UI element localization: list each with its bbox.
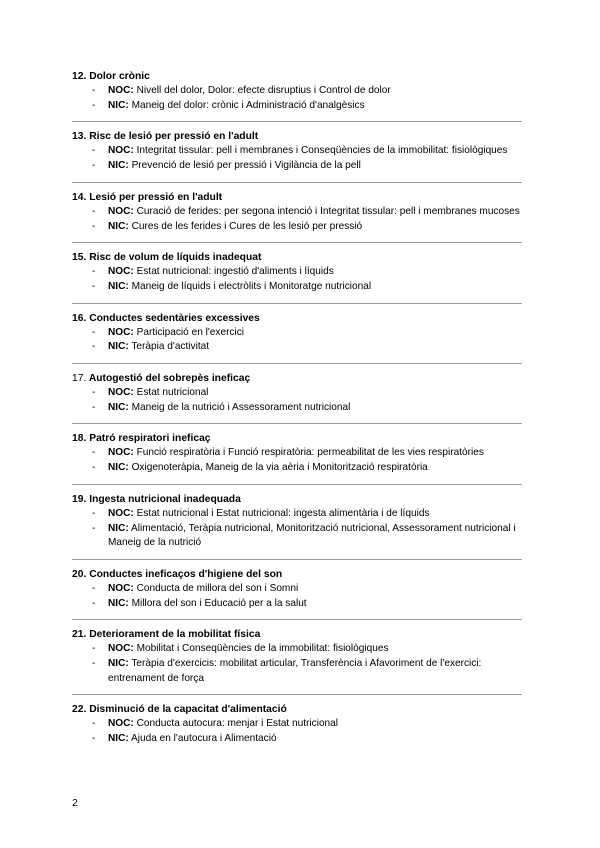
nic-item bbox=[72, 220, 522, 235]
list-dash: - bbox=[92, 220, 96, 232]
list-dash: - bbox=[92, 643, 96, 655]
nic-text: Maneig de la nutrició i Assessorament nutricional bbox=[131, 401, 351, 413]
noc-text: Integritat tissular: pell i membranes i Conseqüències de la immobilitat: fisiològiques bbox=[136, 145, 508, 157]
nic-label: NIC: bbox=[108, 280, 129, 292]
nic-text: Maneig de líquids i electròlits i Monitoratge nutricional bbox=[131, 280, 372, 292]
section-heading bbox=[72, 372, 522, 386]
nic-label: NIC: bbox=[108, 220, 129, 232]
section-divider bbox=[72, 619, 522, 620]
diagnosis-section bbox=[72, 432, 522, 475]
document-body bbox=[72, 70, 522, 747]
list-dash: - bbox=[92, 522, 96, 534]
nic-item bbox=[72, 99, 522, 114]
nic-label: NIC: bbox=[108, 462, 129, 474]
list-dash: - bbox=[92, 160, 96, 172]
noc-label: NOC: bbox=[108, 643, 134, 655]
section-divider bbox=[72, 182, 522, 183]
diagnosis-section bbox=[72, 130, 522, 173]
list-dash: - bbox=[92, 401, 96, 413]
noc-item bbox=[72, 205, 522, 220]
noc-label: NOC: bbox=[108, 387, 134, 399]
section-title: Dolor crònic bbox=[89, 71, 150, 82]
noc-text: Curació de ferides: per segona intenció i Integritat tissular: pell i membranes mucoses bbox=[136, 205, 520, 217]
section-heading bbox=[72, 493, 522, 507]
noc-text: Conducta autocura: menjar i Estat nutricional bbox=[136, 718, 339, 730]
nic-text: Ajuda en l'autocura i Alimentació bbox=[131, 733, 277, 745]
noc-label: NOC: bbox=[108, 266, 134, 278]
nic-text: Millora del son i Educació per a la salut bbox=[131, 597, 307, 609]
section-title: Ingesta nutricional inadequada bbox=[89, 493, 241, 505]
noc-text: Estat nutricional i Estat nutricional: ingesta alimentària i de líquids bbox=[136, 507, 430, 519]
section-heading bbox=[72, 70, 522, 84]
diagnosis-section bbox=[72, 493, 522, 551]
nic-label: NIC: bbox=[108, 401, 129, 413]
diagnosis-section bbox=[72, 191, 522, 234]
section-number: 12. bbox=[72, 71, 87, 82]
intervention-list bbox=[72, 507, 522, 551]
section-divider bbox=[72, 303, 522, 304]
section-title: Deteriorament de la mobilitat física bbox=[89, 629, 261, 641]
diagnosis-section bbox=[72, 568, 522, 611]
diagnosis-section bbox=[72, 70, 522, 113]
section-heading bbox=[72, 568, 522, 582]
section-number: 17. bbox=[72, 373, 87, 385]
section-title: Patró respiratori ineficaç bbox=[89, 433, 211, 445]
page-number: 2 bbox=[72, 797, 78, 809]
nic-item bbox=[72, 657, 522, 686]
list-dash: - bbox=[92, 507, 96, 519]
section-heading bbox=[72, 130, 522, 144]
noc-item bbox=[72, 326, 522, 341]
section-number: 21. bbox=[72, 629, 87, 641]
section-title: Disminució de la capacitat d'alimentació bbox=[89, 704, 287, 716]
nic-item bbox=[72, 522, 522, 551]
section-divider bbox=[72, 121, 522, 122]
noc-text: Conducta de millora del son i Somni bbox=[136, 582, 299, 594]
intervention-list bbox=[72, 265, 522, 294]
nic-text: Teràpia d'exercicis: mobilitat articular, Transferència i Afavoriment de l'exercici: entrenament de força bbox=[108, 658, 482, 684]
list-dash: - bbox=[92, 205, 96, 217]
nic-label: NIC: bbox=[108, 658, 129, 670]
noc-item bbox=[72, 386, 522, 401]
noc-item bbox=[72, 507, 522, 522]
noc-label: NOC: bbox=[108, 326, 134, 338]
intervention-list bbox=[72, 144, 522, 173]
section-number: 14. bbox=[72, 191, 87, 203]
section-heading bbox=[72, 251, 522, 265]
intervention-list bbox=[72, 446, 522, 475]
section-heading bbox=[72, 191, 522, 205]
section-number: 20. bbox=[72, 568, 87, 580]
section-title: Autogestió del sobrepès ineficaç bbox=[88, 373, 251, 385]
nic-text: Maneig del dolor: crònic i Administració d'analgèsics bbox=[131, 99, 365, 111]
noc-text: Nivell del dolor, Dolor: efecte disruptius i Control de dolor bbox=[136, 85, 391, 96]
noc-item bbox=[72, 446, 522, 461]
section-divider bbox=[72, 363, 522, 364]
nic-text: Teràpia d'activitat bbox=[131, 341, 210, 353]
section-title: Risc de lesió per pressió en l'adult bbox=[89, 131, 259, 143]
section-number: 16. bbox=[72, 312, 87, 324]
intervention-list bbox=[72, 386, 522, 415]
section-divider bbox=[72, 423, 522, 424]
section-title: Conductes ineficaços d'higiene del son bbox=[89, 568, 283, 580]
list-dash: - bbox=[92, 145, 96, 157]
intervention-list bbox=[72, 84, 522, 113]
section-heading bbox=[72, 312, 522, 326]
list-dash: - bbox=[92, 733, 96, 745]
list-dash: - bbox=[92, 582, 96, 594]
section-number: 13. bbox=[72, 131, 87, 143]
section-title: Lesió per pressió en l'adult bbox=[89, 191, 223, 203]
noc-label: NOC: bbox=[108, 718, 134, 730]
nic-text: Oxigenoteràpia, Maneig de la via aèria i Monitorització respiratòria bbox=[131, 462, 428, 474]
nic-label: NIC: bbox=[108, 733, 129, 745]
section-title: Risc de volum de líquids inadequat bbox=[89, 252, 262, 264]
list-dash: - bbox=[92, 447, 96, 459]
section-number: 18. bbox=[72, 433, 87, 445]
section-heading bbox=[72, 703, 522, 717]
noc-label: NOC: bbox=[108, 507, 134, 519]
noc-item bbox=[72, 84, 522, 99]
nic-item bbox=[72, 280, 522, 295]
noc-text: Funció respiratòria i Funció respiratòria: permeabilitat de les vies respiratòries bbox=[136, 447, 484, 459]
section-heading bbox=[72, 432, 522, 446]
list-dash: - bbox=[92, 85, 96, 96]
section-divider bbox=[72, 559, 522, 560]
noc-label: NOC: bbox=[108, 145, 134, 157]
nic-label: NIC: bbox=[108, 160, 129, 172]
noc-text: Mobilitat i Conseqüències de la immobilitat: fisiològiques bbox=[136, 643, 389, 655]
section-title: Conductes sedentàries excessives bbox=[89, 312, 260, 324]
section-number: 22. bbox=[72, 704, 87, 716]
noc-text: Estat nutricional: ingestió d'aliments i líquids bbox=[136, 266, 334, 278]
list-dash: - bbox=[92, 718, 96, 730]
section-number: 15. bbox=[72, 252, 87, 264]
noc-text: Participació en l'exercici bbox=[136, 326, 245, 338]
diagnosis-section bbox=[72, 372, 522, 415]
intervention-list bbox=[72, 642, 522, 686]
noc-item bbox=[72, 265, 522, 280]
noc-item bbox=[72, 582, 522, 597]
noc-item bbox=[72, 717, 522, 732]
nic-label: NIC: bbox=[108, 99, 129, 111]
nic-item bbox=[72, 597, 522, 612]
nic-label: NIC: bbox=[108, 597, 129, 609]
diagnosis-section bbox=[72, 312, 522, 355]
nic-text: Cures de les ferides i Cures de les lesió per pressió bbox=[131, 220, 363, 232]
nic-label: NIC: bbox=[108, 522, 129, 534]
section-divider bbox=[72, 484, 522, 485]
list-dash: - bbox=[92, 462, 96, 474]
section-divider bbox=[72, 242, 522, 243]
noc-label: NOC: bbox=[108, 447, 134, 459]
list-dash: - bbox=[92, 658, 96, 670]
list-dash: - bbox=[92, 387, 96, 399]
nic-item bbox=[72, 401, 522, 416]
list-dash: - bbox=[92, 280, 96, 292]
list-dash: - bbox=[92, 341, 96, 353]
list-dash: - bbox=[92, 266, 96, 278]
noc-label: NOC: bbox=[108, 582, 134, 594]
nic-text: Prevenció de lesió per pressió i Vigilància de la pell bbox=[131, 160, 361, 172]
list-dash: - bbox=[92, 597, 96, 609]
diagnosis-section bbox=[72, 628, 522, 686]
noc-item bbox=[72, 642, 522, 657]
intervention-list bbox=[72, 582, 522, 611]
noc-label: NOC: bbox=[108, 205, 134, 217]
nic-item bbox=[72, 732, 522, 747]
noc-item bbox=[72, 144, 522, 159]
diagnosis-section bbox=[72, 703, 522, 746]
intervention-list bbox=[72, 717, 522, 746]
nic-label: NIC: bbox=[108, 341, 129, 353]
section-number: 19. bbox=[72, 493, 87, 505]
intervention-list bbox=[72, 326, 522, 355]
list-dash: - bbox=[92, 99, 96, 111]
intervention-list bbox=[72, 205, 522, 234]
section-heading bbox=[72, 628, 522, 642]
nic-item bbox=[72, 340, 522, 355]
list-dash: - bbox=[92, 326, 96, 338]
noc-text: Estat nutricional bbox=[136, 387, 209, 399]
diagnosis-section bbox=[72, 251, 522, 294]
nic-item bbox=[72, 461, 522, 476]
section-divider bbox=[72, 694, 522, 695]
noc-label: NOC: bbox=[108, 85, 134, 96]
nic-item bbox=[72, 159, 522, 174]
nic-text: Alimentació, Teràpia nutricional, Monitorització nutricional, Assessorament nutricional i Maneig de la nutrició bbox=[108, 522, 516, 549]
